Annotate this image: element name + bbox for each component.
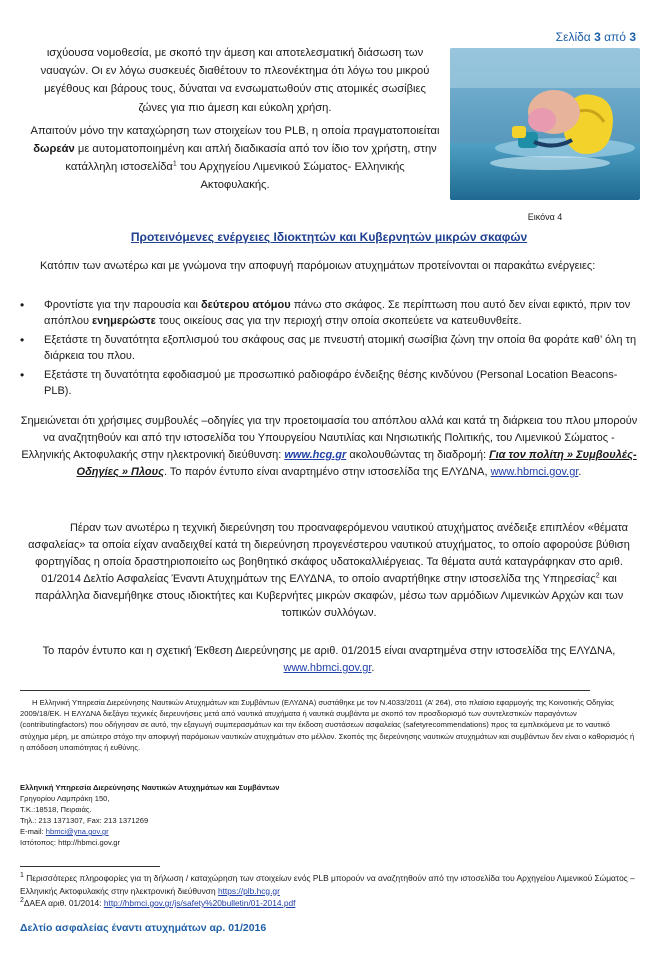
text-span: με αυτοματοποιημένη και απλή διαδικασία από τον ίδιο τον χρήστη, στην κατάλληλη ιστοσελίδα	[65, 143, 437, 174]
footnote-number: 1	[20, 872, 24, 880]
contact-email-row	[20, 826, 420, 837]
link-hbmci-2[interactable]: www.hbmci.gov.gr	[283, 662, 372, 674]
contact-phone: Τηλ.: 213 1371307, Fax: 213 1371269	[20, 816, 149, 825]
footnote-ref-2[interactable]: 2	[595, 572, 600, 580]
footnote-1	[20, 872, 638, 897]
text-span: Φροντίστε για την παρουσία και	[44, 299, 201, 311]
bold-text: ενημερώστε	[92, 315, 156, 327]
text-span: Πέραν των ανωτέρω η τεχνική διερεύνηση του προαναφερόμενου ναυτικού ατυχήματος ανέδειξε επιπλέον «θέματα ασφαλείας» τα οποία είχαν αναδειχθεί κατά τη διερεύνηση προγενέστερου ναυτικού ατυχήματος, το οποίο αφορούσε βύθιση φορτηγίδας η οποία δραστηριοποιείτο ως βοηθητικό σκάφος υδατοκαλλιέργειας. Τα θέματα αυτά καταγράφηκαν στο αριθ. 01/2014 Δελτίο Ασφαλείας Έναντι Ατυχημάτων της ΕΛΥΔΝΑ, το οποίο αναρτήθηκε στην ιστοσελίδα της Υπηρεσίας	[28, 522, 630, 585]
person-in-water-illustration	[450, 48, 640, 200]
footnotes	[20, 872, 638, 910]
footnote-2	[20, 897, 638, 910]
figure-4-photo	[450, 48, 640, 200]
text-span: Σημειώνεται ότι χρήσιμες συμβουλές –οδηγίες για την προετοιμασία του απόπλου αλλά και κατά τη διάρκεια του πλου μπορούν να αναζητηθούν και από την ιστοσελίδα του Υπουργείου Ναυτιλίας και Νησιωτικής Πολιτικής, του Λιμενικού Σώματος - Ελληνικής Ακτοφυλακής στην ηλεκτρονική διεύθυνση:	[20, 415, 638, 461]
page-number-sep: από	[600, 30, 630, 44]
text-span: Απαιτούν μόνο την καταχώρηση των στοιχείων του PLB, η οποία πραγματοποιείται	[30, 124, 440, 137]
address-postal: Τ.Κ.:18518, Πειραιάς.	[20, 805, 92, 814]
address-street: Γρηγορίου Λαμπράκη 150,	[20, 794, 110, 803]
bold-text: δεύτερου ατόμου	[200, 299, 291, 311]
page-number	[556, 30, 636, 44]
text-span: .	[371, 662, 375, 674]
link-bulletin-pdf[interactable]: http://hbmci.gov.gr/js/safety%20bulletin/01-2014.pdf	[103, 898, 296, 908]
organization-contact	[20, 782, 420, 848]
text-span: και παράλληλα διανεμήθηκε στους ιδιοκτήτες και Κυβερνήτες μικρών σκαφών, μέσω των αρμόδιων Λιμενικών Αρχών και των τοπικών συλλόγων.	[34, 573, 624, 619]
text-span: τους οικείους σας για την περιοχή στην οποία σκοπεύετε να κατευθυνθείτε.	[155, 315, 522, 327]
footnote-number: 2	[20, 897, 24, 905]
about-elydna-text: Η Ελληνική Υπηρεσία Διερεύνησης Ναυτικών Ατυχημάτων και Συμβάντων (ΕΛΥΔΝΑ) συστάθηκε με τον Ν.4033/2011 (Α’ 264), στο πλαίσιο εφαρμογής της Κοινοτικής Οδηγίας 2009/18/ΕΚ. Η ΕΛΥΔΝΑ διεξάγει τεχνικές διερευνήσεις μετά από ναυτικά ατυχήματα ή ναυτικά συμβάντα με σκοπό τον προσδιορισμό των συντελεστικών παραγόντων (contributingfactors) που οδήγησαν σε αυτό, την εξαγωγή συμπερασμάτων και την έκδοση συστάσεων ασφαλείας (safetyrecommendations) προς τα εμπλεκόμενα με το ναυτικό ατύχημα μέρη, με απώτερο στόχο την αποφυγή παρόμοιων ναυτικών ατυχημάτων στο μέλλον. Σκοπός της διερεύνησης ναυτικών ατυχημάτων και συμβάντων δεν είναι ο καθορισμός ή η απόδοση υπαιτιότητας ή ευθύνης.	[20, 698, 635, 752]
about-elydna-note	[20, 697, 638, 753]
paragraph-plb-registration	[30, 122, 440, 195]
section-heading: Προτεινόμενες ενέργειες Ιδιοκτητών και Κυβερνητών μικρών σκαφών	[130, 230, 528, 244]
intro-paragraphs	[30, 44, 440, 200]
navigation-path: Για τον πολίτη » Συμβουλές-Οδηγίες » Πλους	[76, 449, 637, 478]
paragraph-report-posted	[20, 643, 638, 677]
list-item: • Εξετάστε τη δυνατότητα εφοδιασμού με προσωπικό ραδιοφάρο ένδειξης θέσης κινδύνου (Personal Location Beacons-PLB).	[20, 367, 640, 399]
footnote-ref-1[interactable]: 1	[172, 160, 177, 168]
page-number-total: 3	[629, 30, 636, 44]
text-span: του Αρχηγείου Λιμενικού Σώματος- Ελληνικής Ακτοφυλακής.	[176, 161, 405, 192]
text-span: . Το παρόν έντυπο είναι αναρτημένο στην ιστοσελίδα της ΕΛΥΔΝΑ,	[163, 466, 491, 478]
bold-free: δωρεάν	[33, 143, 75, 156]
text-span: πάνω στο σκάφος. Σε περίπτωση που αυτό δεν είναι εφικτό, πριν τον απόπλου	[44, 299, 631, 327]
text-span: .	[578, 466, 582, 478]
divider	[20, 690, 590, 691]
text-span: Περισσότερες πληροφορίες για τη δήλωση / καταχώρηση των στοιχείων ενός PLB μπορούν να αναζητηθούν από την ιστοσελίδα του Αρχηγείου Λιμενικού Σώματος – Ελληνικής Ακτοφυλακής στην ηλεκτρονική διεύθυνση	[20, 873, 635, 896]
recommendations-intro: Κατόπιν των ανωτέρω και με γνώμονα την αποφυγή παρόμοιων ατυχημάτων προτείνονται οι παρακάτω ενέργειες:	[40, 260, 596, 272]
paragraph-plb-advantages: ισχύουσα νομοθεσία, με σκοπό την άμεση και αποτελεσματική διάσωση των ναυαγών. Οι εν λόγω συσκευές διαθέτουν το πλεονέκτημα ότι λόγω του μικρού μεγέθους και βάρους τους, δύναται να ενσωματωθούν στις ατομικές σωσίβιες ζώνες για πιο άμεση και εύκολη χρήση.	[40, 47, 430, 114]
text-span: ακολουθώντας τη διαδρομή:	[346, 449, 490, 461]
link-hcg[interactable]: www.hcg.gr	[284, 449, 347, 461]
organization-name: Ελληνική Υπηρεσία Διερεύνησης Ναυτικών Ατυχημάτων και Συμβάντων	[20, 783, 280, 792]
list-item	[20, 297, 640, 329]
link-hbmci[interactable]: www.hbmci.gov.gr	[490, 466, 579, 478]
footnote-divider	[20, 866, 160, 867]
website-line: Ιστότοπος: http://hbmci.gov.gr	[20, 838, 121, 847]
recommendations-list	[20, 297, 640, 402]
page-number-prefix: Σελίδα	[555, 30, 595, 44]
page-number-current: 3	[594, 30, 601, 44]
figure-caption: Εικόνα 4	[527, 212, 563, 222]
paragraph-useful-advice	[20, 413, 638, 481]
text-span: ΔΑΕΑ αριθ. 01/2014:	[23, 898, 104, 908]
list-item: • Εξετάστε τη δυνατότητα εξοπλισμού του σκάφους σας με πνευστή ατομική σωσίβια ζώνη την οποία θα φοράτε καθ’ όλη τη διάρκεια του πλου.	[20, 332, 640, 364]
document-footer: Δελτίο ασφαλείας έναντι ατυχημάτων αρ. 01/2016	[20, 922, 267, 934]
text-span: Το παρόν έντυπο και η σχετική Έκθεση Διερεύνησης με αριθ. 01/2015 είναι αναρτημένα στην ιστοσελίδα της ΕΛΥΔΝΑ,	[42, 645, 616, 657]
email-link[interactable]: hbmci@yna.gov.gr	[45, 827, 109, 836]
paragraph-safety-issues	[20, 520, 638, 622]
email-label: E-mail:	[20, 827, 46, 836]
link-plb[interactable]: https://plb.hcg.gr	[217, 885, 280, 896]
